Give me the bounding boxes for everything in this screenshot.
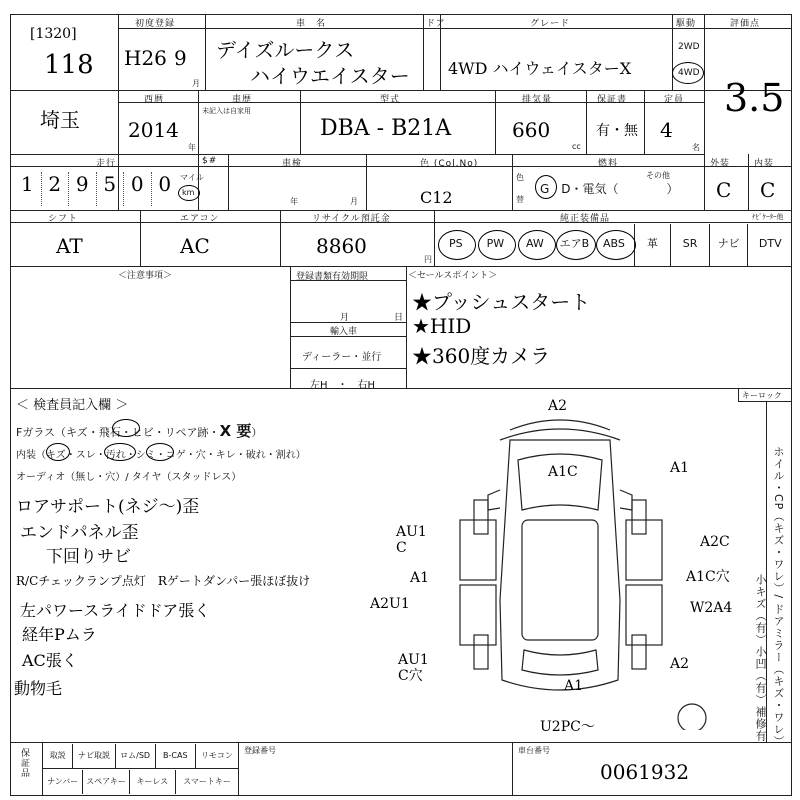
- car-name-line2: ハイウエイスター: [250, 64, 410, 88]
- first-reg-era: H26: [124, 46, 167, 70]
- footer-item: ナビ取説: [73, 744, 115, 768]
- history-note: 未記入は自家用: [202, 107, 251, 115]
- capacity-value: 4: [660, 118, 673, 142]
- damage-rear-bottom: U2PC〜: [540, 719, 595, 735]
- footer-item: リモコン: [200, 751, 233, 760]
- inspection-note-6: 経年Pムラ: [22, 625, 97, 644]
- door-label: ドア: [426, 19, 446, 29]
- equip-pw-circle: [478, 230, 516, 260]
- dollar-km-label: $#: [202, 156, 218, 166]
- damage-front: A2: [548, 398, 568, 414]
- fglass-text: Fガラス（キズ・飛石・ヒビ・リペア跡・: [16, 426, 220, 439]
- damage-rear: A1: [564, 678, 584, 694]
- month-suffix: 月: [192, 79, 200, 88]
- mileage-label: 走行: [96, 159, 117, 169]
- inspection-title: ＜ 検査員記入欄 ＞: [16, 398, 129, 413]
- aircon-label: エアコン: [180, 214, 220, 224]
- interior-stain-circle: [146, 443, 174, 461]
- reg-no-label: 登録番号: [244, 746, 276, 755]
- interior-scratch-circle: [46, 443, 70, 461]
- color-side-1: 色: [516, 173, 524, 182]
- exterior-value: C: [716, 178, 732, 202]
- color-label: 色 (Col.No): [420, 159, 479, 169]
- equip-sunroof: SR: [670, 224, 709, 266]
- equip-dtv: DTV: [747, 224, 792, 266]
- inspection-note-2: エンドパネル歪: [20, 523, 139, 543]
- aircon-value: AC: [180, 234, 210, 258]
- sales-label: ＜セールスポイント＞: [408, 271, 498, 281]
- equip-aw: AW: [525, 237, 544, 250]
- western-year-label: 西暦: [144, 95, 165, 105]
- caution-label: ＜注意事項＞: [118, 271, 173, 281]
- equip-abs: ABS: [603, 237, 625, 250]
- footer-item: ロム/SD: [116, 744, 156, 768]
- lot-number: 118: [44, 50, 94, 80]
- shift-label: シフト: [48, 214, 79, 224]
- damage-r-door: A2C: [700, 534, 730, 550]
- mileage-digit: 0: [158, 172, 172, 196]
- displacement-label: 排気量: [522, 95, 553, 105]
- capacity-label: 定員: [664, 95, 685, 105]
- equip-ps-circle: [438, 230, 476, 260]
- inspection-note-4: R/Cチェックランプ点灯 Rゲートダンパー張ほぼ抜け: [16, 574, 311, 588]
- warranty-value: 有・無: [596, 123, 638, 139]
- equip-navi: ナビ: [709, 224, 748, 266]
- side-column-text: ホイル・CP（キズ・ワレ）/ ドアミラー（キズ・ワレ）: [772, 446, 785, 748]
- damage-rf-fender: A1: [670, 460, 690, 476]
- drive-4wd-circle: [672, 62, 704, 84]
- fuel-label: 燃料: [598, 159, 619, 169]
- footer-item: スマートキー: [183, 777, 231, 786]
- car-name-line1: デイズルークス: [216, 38, 355, 62]
- drive-label: 駆動: [676, 19, 697, 29]
- interior-value: C: [760, 178, 776, 202]
- recycle-label: リサイクル預託金: [312, 214, 391, 224]
- inspection-label: 車検: [282, 159, 303, 169]
- footer-item: 取説: [43, 744, 73, 768]
- year-suffix: 年: [188, 143, 196, 152]
- interior-dirt-circle: [104, 443, 136, 461]
- fuel-g-circle: [535, 175, 557, 199]
- recycle-value: 8860: [316, 234, 367, 258]
- model-label: 型式: [380, 95, 401, 105]
- inspection-note-8: 動物毛: [14, 679, 63, 698]
- chassis-value: 0061932: [600, 760, 690, 784]
- registration-label: 登録書類有効期限: [296, 272, 369, 282]
- prefecture: 埼玉: [40, 108, 80, 132]
- mileage-digit: 9: [69, 172, 97, 206]
- reg-day: 日: [394, 313, 404, 323]
- footer-item: スペアキー: [83, 770, 129, 794]
- cc-unit: cc: [572, 142, 581, 151]
- damage-l-rear: AU1 C穴: [398, 652, 429, 684]
- dealer-label: ディーラー・並行: [302, 352, 382, 363]
- damage-hood: A1C: [548, 464, 578, 480]
- reg-month: 月: [340, 313, 350, 323]
- damage-l-slide: A2U1: [370, 596, 410, 612]
- fuel-other: その他: [646, 171, 670, 180]
- mileage-digits: [14, 172, 178, 206]
- score-value: 3.5: [724, 76, 785, 120]
- car-name-label: 車 名: [296, 19, 327, 29]
- year-value: 2014: [128, 118, 179, 142]
- equip-airbag: エアB: [559, 237, 590, 250]
- inspection-month: 月: [350, 197, 358, 206]
- first-reg-month: 9: [174, 46, 187, 70]
- capacity-unit: 名: [692, 143, 700, 152]
- equip-ps: PS: [448, 237, 463, 250]
- import-label: 輸入車: [330, 327, 358, 337]
- damage-l-front: A1: [410, 570, 430, 586]
- drive-2wd: 2WD: [678, 42, 700, 52]
- sales-point-2: ★HID: [412, 314, 472, 338]
- inspection-year: 年: [290, 197, 298, 206]
- equip-airbag-circle: [556, 230, 596, 260]
- grade-label: グレード: [530, 19, 571, 29]
- km-unit: km: [182, 188, 195, 197]
- footer-side-label: 保証品: [19, 748, 29, 778]
- color-value: C12: [420, 188, 453, 207]
- equip-abs-circle: [596, 230, 636, 260]
- exterior-label: 外装: [710, 159, 731, 169]
- inspection-note-7: AC張く: [22, 651, 78, 670]
- damage-r-rear: W2A4: [690, 600, 733, 616]
- inspection-note-5: 左パワースライドドア張く: [20, 601, 211, 620]
- footer-item: キーレス: [130, 770, 176, 794]
- footer-item: B-CAS: [156, 744, 196, 768]
- sales-point-3: ★360度カメラ: [412, 344, 551, 368]
- hand-label: 左H ・ 右H: [310, 380, 376, 391]
- drive-4wd: 4WD: [678, 68, 700, 78]
- score-label: 評価点: [730, 19, 761, 29]
- interior-line: 内装（キズ・スレ・汚れ・シミ・コゲ・穴・キレ・破れ・割れ）: [16, 450, 306, 461]
- interior-label: 内装: [754, 159, 775, 169]
- inspection-note-1: ロアサポート(ネジ〜)歪: [16, 497, 200, 517]
- audio-line: オーディオ（無し・穴）/ タイヤ（スタッドレス）: [16, 472, 242, 483]
- chassis-label: 車台番号: [518, 746, 550, 755]
- footer-row2: [43, 770, 238, 794]
- footer-item: ナンバー: [43, 770, 83, 794]
- key-lock-label: キーロック: [742, 391, 782, 400]
- history-label: 車歴: [232, 95, 253, 105]
- equip-aw-circle: [518, 230, 556, 260]
- fglass-end: ）: [251, 426, 263, 439]
- km-circle: [178, 185, 200, 201]
- sales-point-1: ★プッシュスタート: [412, 290, 591, 314]
- side-extra-text: 小キズ（有）小凹（有）補修有: [754, 574, 767, 742]
- equip-leather: 革: [634, 224, 671, 266]
- mileage-digit: 2: [42, 172, 70, 206]
- mile-unit: マイル: [180, 173, 204, 182]
- damage-rr-door: A1C穴: [686, 569, 730, 585]
- recycle-unit: 円: [424, 255, 432, 264]
- warranty-label: 保証書: [597, 95, 628, 105]
- damage-r-quarter: A2: [670, 656, 690, 672]
- footer-row1: [43, 744, 238, 768]
- fglass-chip-circle: [112, 419, 140, 437]
- shift-value: AT: [56, 234, 83, 258]
- inspection-note-3: 下回りサビ: [46, 547, 131, 567]
- model-value: DBA - B21A: [320, 116, 452, 141]
- displacement-value: 660: [512, 118, 551, 142]
- equip-pw: PW: [486, 237, 505, 250]
- color-side-2: 替: [516, 195, 524, 204]
- fuel-options: G D・電気（ ）: [540, 182, 679, 196]
- top-code: [1320]: [30, 26, 77, 42]
- fglass-mark: X 要: [219, 422, 252, 440]
- mileage-digit: 1: [14, 172, 42, 206]
- mileage-digit: 5: [97, 172, 125, 206]
- damage-l-front-door: AU1 C: [396, 524, 427, 556]
- equipment-label: 純正装備品: [560, 214, 611, 224]
- grade-value: 4WD ハイウェイスターX: [448, 59, 632, 78]
- mileage-digit: 0: [124, 172, 152, 206]
- navi-type-label: ﾅﾋﾞｹｰﾀｰ他: [752, 213, 784, 221]
- first-reg-label: 初度登録: [135, 19, 176, 29]
